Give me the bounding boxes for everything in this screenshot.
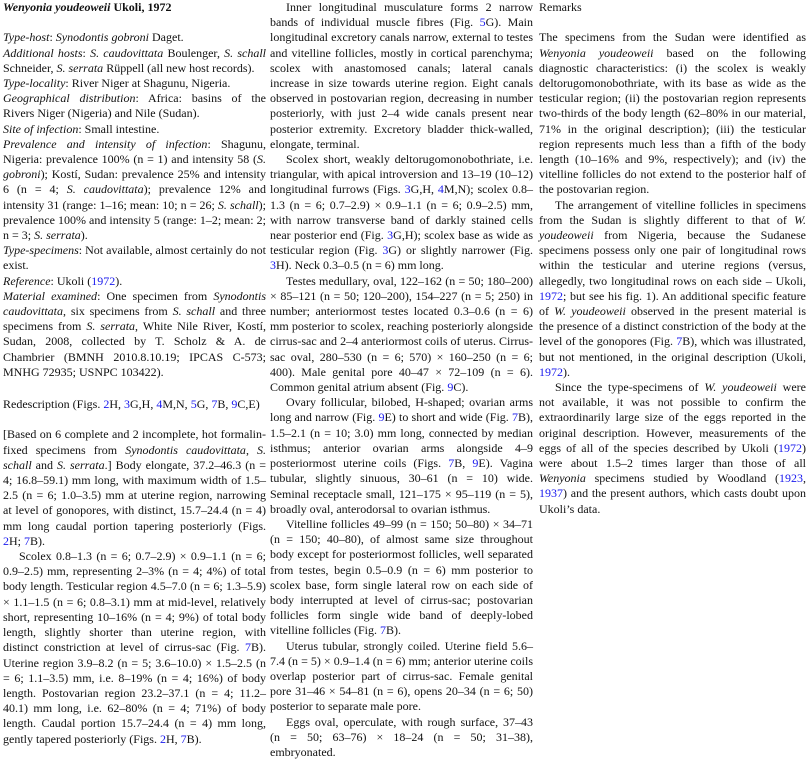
italic-text: Geographical distribution xyxy=(3,91,136,106)
text-run: Rüppell (all new host records). xyxy=(103,60,255,75)
text-run: B). xyxy=(186,731,202,746)
italic-text: Type-host xyxy=(3,30,50,45)
text-run: based on the following diagnostic characteristics: (i) the scolex is weakly deltorugomonobothriate, with its base as wide as the testicular region; (ii) the postovarian region represents two-thirds of the body length (62–80% in our material, 71% in the original description); (iii) the testicular region represents much less than a fifth of the body length (10–16% and 9%, respectively); and (iv) the vitelline follicles do not extend to the posterior half of the postovarian region. xyxy=(539,45,806,197)
italic-text: S. schall xyxy=(3,442,267,472)
text-run: : xyxy=(82,45,91,60)
citation-link[interactable]: 3 xyxy=(404,182,411,197)
citation-link[interactable]: 7 xyxy=(245,640,251,655)
text-run: G). Main longitudinal excretory canals narrow, external to testes and vitelline follicles, mostly in cortical parenchyma; scolex with anastomosed canals; lateral canals increase in size towards uterine region. Eight canals observed in postovarian region, decreasing in number posteriorly, with just 2–4 wide canals present near posterior extremity. Excretory bladder thick-walled, elongate, terminal. xyxy=(270,15,533,151)
text-run: M,N, xyxy=(162,397,191,412)
text-run: ). xyxy=(80,228,88,243)
citation-link[interactable]: 7 xyxy=(180,731,187,746)
citation-link[interactable]: 7 xyxy=(676,334,683,349)
italic-text: W. youdeoweii xyxy=(539,212,806,243)
citation-link[interactable]: 1972 xyxy=(539,364,563,379)
citation-link[interactable]: 1972 xyxy=(91,273,116,288)
redescription-heading xyxy=(3,397,266,412)
citation-link[interactable]: 7 xyxy=(379,623,386,638)
text-run: B), 1.5–2.1 (n = 10; 3.0) mm long, connected by median isthmus; anterior ovarian arms alongside 4–9 posteriormost uterine coils (Figs. xyxy=(270,410,533,471)
remarks-paragraph-1 xyxy=(539,30,806,197)
italic-text: S. serrata xyxy=(56,60,104,75)
text-run: ). xyxy=(563,364,570,379)
citation-link[interactable]: 2 xyxy=(103,397,110,412)
text-run: : Shagunu, Nigeria: prevalence 100% (n = 1) and intensity 58 ( xyxy=(3,136,267,167)
bold-text: Ukoli, 1972 xyxy=(110,0,172,14)
text-run: Remarks xyxy=(539,0,582,14)
italic-text: Prevalence and intensity of infection xyxy=(3,136,208,151)
text-run: E). Vagina tubular, slightly sinuous, 30–61 (n = 10) wide. Seminal receptacle small, 121–175 × 95–119 (n = 5), broadly oval, anterodorsal to ovarian isthmus. xyxy=(270,456,533,516)
text-run: B). xyxy=(385,623,401,638)
citation-link[interactable]: 3 xyxy=(382,243,389,258)
citation-link[interactable]: 9 xyxy=(472,456,479,471)
uterus-paragraph xyxy=(270,639,533,715)
italic-text: W. youdeoweii xyxy=(554,304,626,319)
italic-text: S. schall xyxy=(172,304,216,319)
text-run: .] Body elongate, 37.2–46.3 (n = 4; 16.8–59.1) mm long, with maximum width of 1.5–2.5 (n = 6; 1.0–3.5) mm at uterine region, narrowing at level of gonopores, with distinct, 15.7–24.4 (n = 4) mm long caudal portion tapering posteriorly (Figs. xyxy=(3,457,267,533)
italic-text: S. serrata xyxy=(34,228,81,243)
citation-link[interactable]: 9 xyxy=(378,410,385,425)
prevalence-intensity xyxy=(3,137,266,243)
italic-text: Synodontis gobroni xyxy=(55,30,150,45)
remarks-paragraph-3 xyxy=(539,380,806,517)
text-run: G,H); scolex base as wide as testicular region (Fig. xyxy=(270,228,533,258)
text-run: ). xyxy=(115,273,123,288)
text-run: E) to short and wide (Fig. xyxy=(384,410,512,425)
remarks-heading xyxy=(539,0,806,15)
text-run: , six specimens from xyxy=(63,304,173,319)
citation-link[interactable]: 5 xyxy=(479,15,486,30)
italic-text: S. schall xyxy=(217,197,259,212)
text-run: : Small intestine. xyxy=(78,121,160,136)
material-examined xyxy=(3,289,266,380)
text-run: specimens studied by Woodland ( xyxy=(585,471,779,486)
eggs-paragraph xyxy=(270,715,533,761)
text-run: G) or slightly narrower (Fig. xyxy=(388,243,533,258)
italic-text: W. youdeoweii xyxy=(704,380,777,395)
text-run: The specimens from the Sudan were identified as xyxy=(539,30,806,45)
text-run: Testes medullary, oval, 122–162 (n = 50; 180–200) × 85–121 (n = 50; 120–200), 154–227 (n = 5; 250) in number; anteriormost testes located 0.3–0.6 (n = 6) mm posterior to scolex, reaching posteriorly alongside cirrus-sac and 2–4 anteriormost coils of uterus. Cirrus-sac oval, 280–530 (n = 6; 570) × 160–250 (n = 6; 400). Male genital pore 40–47 × 72–109 (n = 6). Common genital atrium absent (Fig. xyxy=(270,273,533,395)
citation-link[interactable]: 3 xyxy=(270,258,276,273)
citation-link[interactable]: 4 xyxy=(437,182,444,197)
text-run: : Ukoli ( xyxy=(50,273,92,288)
citation-link[interactable]: 4 xyxy=(156,397,163,412)
italic-text: Wenyonia youdeoweii xyxy=(539,45,654,60)
italic-text: Type-specimens xyxy=(3,243,79,258)
geographical-distribution xyxy=(3,91,266,121)
citation-link[interactable]: 3 xyxy=(387,228,394,243)
italic-text: Type-locality xyxy=(3,76,66,90)
italic-text: Material examined xyxy=(3,288,98,303)
text-run: ); Kostí, Sudan: prevalence 25% and intensity 6 (n = 4; xyxy=(3,167,266,197)
text-run: H; xyxy=(9,533,24,548)
scolex-measurements xyxy=(3,549,266,747)
citation-link[interactable]: 1972 xyxy=(539,288,563,303)
text-run: G, xyxy=(196,397,212,412)
text-run: ); prevalence 100% and intensity 5 (range: 1–2; mean: 2; n = 3; xyxy=(3,197,266,243)
text-run: : River Niger at Shagunu, Nigeria. xyxy=(65,76,231,90)
text-run: : xyxy=(49,30,56,45)
text-run: B). xyxy=(30,533,45,548)
remarks-paragraph-2 xyxy=(539,198,806,380)
text-run: Inner longitudinal musculature forms 2 narrow bands of individual muscle fibres (Fig. xyxy=(270,0,533,30)
italic-text: S. caudovittata xyxy=(66,182,144,197)
species-title xyxy=(3,0,266,15)
citation-link[interactable]: 2 xyxy=(3,533,9,548)
citation-link[interactable]: 7 xyxy=(512,410,518,425)
text-run: : Not available, almost certainly do not exist. xyxy=(3,243,266,273)
citation-link[interactable]: 1923 xyxy=(779,471,803,486)
citation-link[interactable]: 1972 xyxy=(778,440,802,455)
bold-italic-text: Wenyonia youdeoweii xyxy=(3,0,111,14)
text-run: H, xyxy=(109,397,124,412)
type-specimens xyxy=(3,243,266,273)
citation-link[interactable]: 7 xyxy=(24,533,30,548)
text-run: Scolex short, weakly deltorugomonobothriate, i.e. triangular, with apical introversion and 13–19 (10–12) longitudinal furrows (Figs. xyxy=(270,152,533,197)
additional-hosts xyxy=(3,46,266,76)
column-right xyxy=(539,0,806,517)
text-run: Ovary follicular, bilobed, H-shaped; ovarian arms long and narrow (Fig. xyxy=(270,395,533,425)
italic-text: Synodontis caudovittata xyxy=(125,442,246,457)
citation-link[interactable]: 1937 xyxy=(539,486,563,501)
text-run: Redescription (Figs. xyxy=(3,397,104,412)
text-run: G,H, xyxy=(410,182,438,197)
citation-link[interactable]: 9 xyxy=(447,380,454,395)
text-run: C,E) xyxy=(237,397,260,412)
type-locality xyxy=(3,76,266,91)
text-run: , xyxy=(245,442,258,457)
italic-text: S. caudovittata xyxy=(90,45,164,60)
text-run: H). Neck 0.3–0.5 (n = 6) mm long. xyxy=(276,258,444,273)
text-run: ) were about 1.5–2 times larger than those of all xyxy=(539,440,806,471)
text-run: : One specimen from xyxy=(97,288,214,303)
italic-text: S. gobroni xyxy=(3,152,266,182)
citation-link[interactable]: 7 xyxy=(211,397,218,412)
italic-text: Site of infection xyxy=(3,121,79,136)
text-run: were not available, it was not possible to confirm the extraordinarily large size of the eggs reported in the original description. However, measurements of the eggs of all of the species described by Ukoli ( xyxy=(539,380,806,455)
text-run: B, xyxy=(454,456,473,471)
italic-text: Wenyonia xyxy=(539,471,586,486)
citation-link[interactable]: 5 xyxy=(190,397,197,412)
text-run: M,N); scolex 0.8–1.3 (n = 6; 0.7–2.9) × 0.9–1.1 (n = 6; 0.9–2.5) mm, with narrow transverse band of darkly stained cells near posterior end (Fig. xyxy=(270,182,534,243)
text-run: , White Nile River, Kostí, Sudan, 2008, collected by T. Scholz & A. de Chambrier (BMNH 2010.8.10.19; IPCAS C-573; MNHG 72935; USNPC 103422). xyxy=(3,319,267,379)
italic-text: S. serrata xyxy=(56,457,105,472)
text-run: and three specimens from xyxy=(3,304,266,334)
reference xyxy=(3,274,266,289)
text-run: B). Uterine region 3.9–8.2 (n = 5; 3.6–10.0) × 1.5–2.5 (n = 6; 1.1–3.5) mm, i.e. 8–19% (n = 4; 16%) of body length. Postovarian region 23.2–37.1 (n = 4; 11.2–40.1) mm long, i.e. 62–80% (n = 4; 71%) of body length. Caudal portion 15.7–24.4 (n = 4) mm long, gently tapered posteriorly (Figs. xyxy=(3,640,266,746)
text-run: observed in the present material is the presence of a distinct constriction of the body at the level of the gonopores (Fig. xyxy=(539,304,807,349)
italic-text: Synodontis caudovittata xyxy=(3,288,267,319)
type-host xyxy=(3,30,266,45)
italic-text: S. serrata xyxy=(86,319,136,334)
text-run: B, xyxy=(217,397,232,412)
italic-text: S. schall xyxy=(224,45,266,60)
testes-paragraph xyxy=(270,274,533,396)
text-run: Eggs oval, operculate, with rough surface, 37–43 (n = 50; 63–76) × 18–24 (n = 50; 31–38), embryonated. xyxy=(270,714,533,759)
body-description xyxy=(3,427,266,549)
text-run: Schneider, xyxy=(3,60,57,75)
citation-link[interactable]: 2 xyxy=(159,731,166,746)
text-run: B), which was illustrated, but not mentioned, in the original description (Ukoli, xyxy=(539,334,806,364)
text-run: from Nigeria, because the Sudanese specimens possess only one pair of longitudinal rows within the testicular and uterine regions (versus, allegedly, two longitudinal rows on each side – Ukoli, xyxy=(539,228,806,288)
citation-link[interactable]: 3 xyxy=(124,397,130,412)
text-run: C). xyxy=(453,380,469,395)
text-run: ; but see his fig. 1). An additional specific feature of xyxy=(539,288,806,319)
text-run: : Africa: basins of the Rivers Niger (Nigeria) and Nile (Sudan). xyxy=(3,91,267,121)
text-run: Boulenger, xyxy=(163,45,225,60)
text-run: Scolex 0.8–1.3 (n = 6; 0.7–2.9) × 0.9–1.1 (n = 6; 0.9–2.5) mm, representing 2–3% (n = 4; 4%) of total body length. Testicular region 4.5–7.0 (n = 6; 1.3–5.9) × 1.1–1.5 (n = 6; 0.8–3.1) mm at mid-level, relatively short, representing 10–16% (n = 4; 9%) of total body length, slightly shorter than uterine region, with distinct constriction at level of cirrus-sac (Fig. xyxy=(3,549,266,655)
scolex-paragraph xyxy=(270,152,533,274)
text-run: The arrangement of vitelline follicles in specimens from the Sudan is slightly different to that of xyxy=(539,197,806,227)
musculature-paragraph xyxy=(270,0,533,152)
text-run: [Based on 6 complete and 2 incomplete, hot formalin-fixed specimens from xyxy=(3,427,266,457)
column-left xyxy=(3,0,266,747)
text-run: Vitelline follicles 49–99 (n = 150; 50–80) × 34–71 (n = 150; 40–80), of almost same size throughout body except for posteriormost follicles, well separated from testes, begin 0.5–0.9 (n = 6) mm posterior to scolex base, form single lateral row on each side of body interrupted at level of cirrus-sac; postovarian follicles form single wide band of deeply-lobed vitelline follicles (Fig. xyxy=(270,516,533,638)
vitelline-paragraph xyxy=(270,517,533,639)
text-run: Since the type-specimens of xyxy=(555,380,705,395)
text-run: ); prevalence 12% and intensity 31 (range: 1–16; mean: 10; n = 26; xyxy=(3,182,266,212)
text-run: , xyxy=(803,471,806,486)
column-middle xyxy=(270,0,533,760)
text-run: G,H, xyxy=(130,397,157,412)
citation-link[interactable]: 7 xyxy=(448,456,455,471)
citation-link[interactable]: 9 xyxy=(231,397,238,412)
ovary-paragraph xyxy=(270,395,533,517)
site-of-infection xyxy=(3,122,266,137)
text-run: Daget. xyxy=(149,30,184,45)
italic-text: Additional hosts xyxy=(3,45,83,60)
text-run: ) and the present authors, which casts doubt upon Ukoli’s data. xyxy=(539,486,806,516)
text-run: Uterus tubular, strongly coiled. Uterine field 5.6–7.4 (n = 5) × 0.9–1.4 (n = 6) mm; anterior uterine coils overlap posterior part of cirrus-sac. Female genital pore 31–46 × 54–81 (n = 6), opens 20–34 (n = 6; 50) posterior to separate male pore. xyxy=(270,638,533,714)
text-run: and xyxy=(31,457,57,472)
text-run: H, xyxy=(165,731,181,746)
italic-text: Reference xyxy=(3,273,51,288)
